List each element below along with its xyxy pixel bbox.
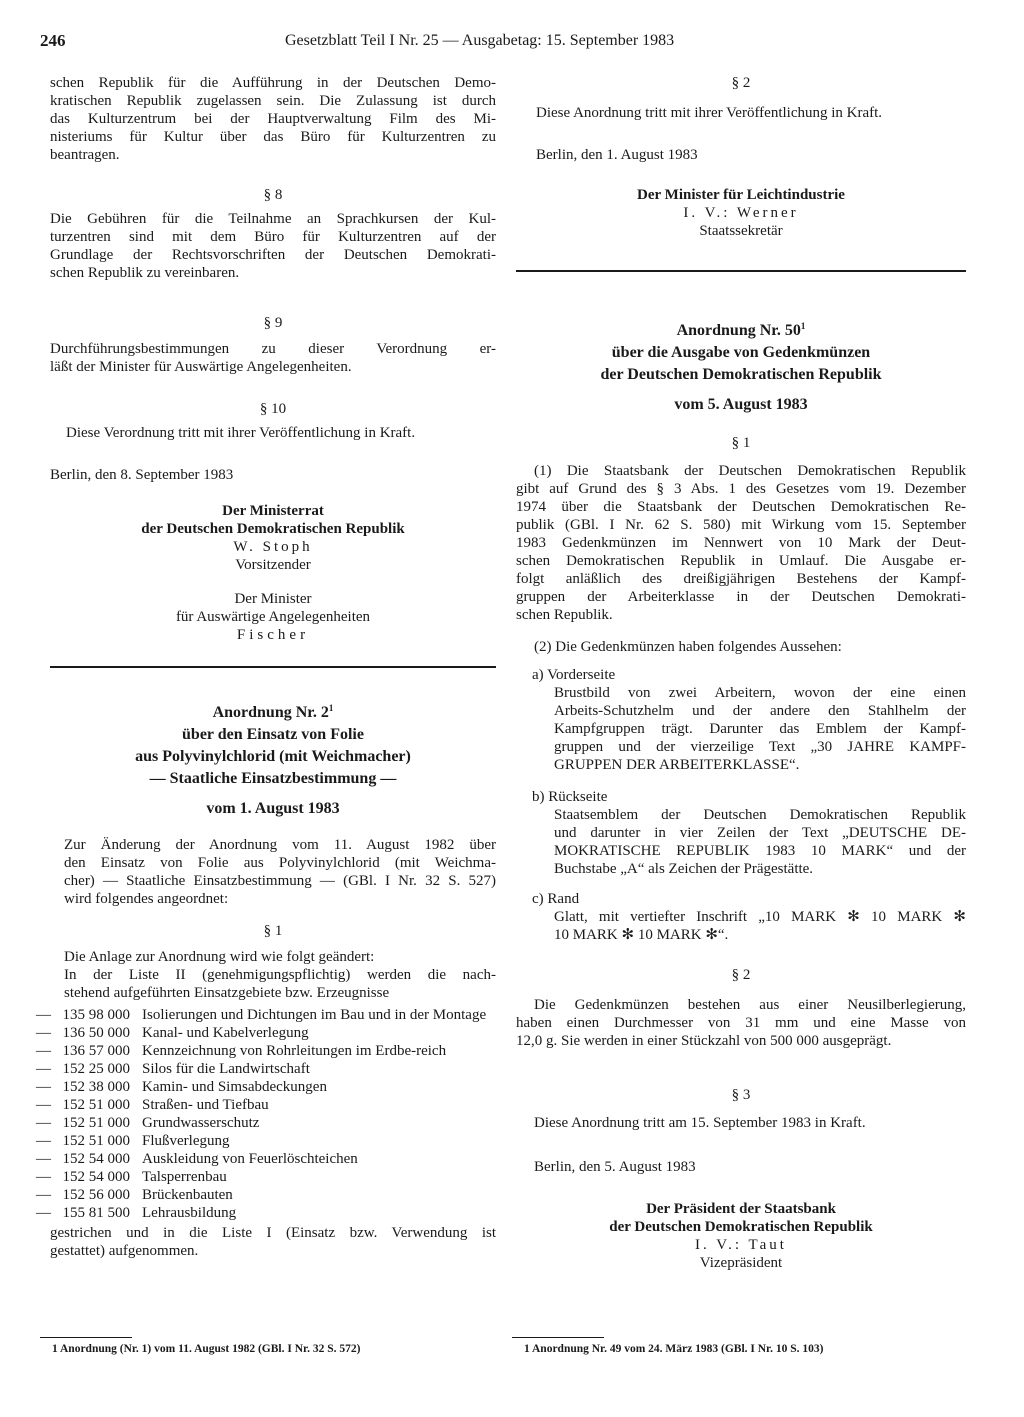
ordinance-title-line: über die Ausgabe von Gedenkmünzen	[611, 344, 871, 361]
text-line: Staatsemblem der Deutschen Demokratischen Republik	[554, 807, 966, 823]
text-line: Die Gebühren für die Teilnahme an Sprachkursen der Kul-	[50, 211, 496, 227]
ordinance-date: vom 1. August 1983	[206, 800, 340, 817]
product-code: 152 51 000	[62, 1115, 130, 1131]
text-line: stehend aufgeführten Einsatzgebiete bzw. Erzeugnisse	[64, 985, 390, 1001]
section-heading: § 10	[259, 401, 287, 417]
footnote-rule	[40, 1337, 132, 1338]
text-line: MOKRATISCHE REPUBLIK 1983 10 MARK“ und der	[554, 843, 966, 859]
product-description: Flußverlegung	[142, 1133, 230, 1149]
ordinance-date: vom 5. August 1983	[674, 396, 808, 413]
product-code: 135 98 000	[62, 1007, 130, 1023]
ordinance-title-line	[50, 702, 496, 724]
section-heading: § 9	[263, 315, 283, 331]
text-line: schen Demokratischen Republik in Umlauf. Die Ausgabe er-	[516, 553, 966, 569]
product-description: Silos für die Landwirtschaft	[142, 1061, 310, 1077]
footnote-marker: 1	[328, 703, 334, 713]
text-line: wird folgendes angeordnet:	[64, 891, 229, 907]
list-item	[36, 1042, 496, 1060]
text-line: 1983 Gedenkmünzen im Nennwert von 10 Mark der Deut-	[516, 535, 966, 551]
product-description: Lehrausbildung	[142, 1205, 237, 1221]
ordinance-title	[516, 320, 966, 416]
text-line: GRUPPEN DER ARBEITERKLASSE“.	[554, 757, 800, 773]
section-3-text: Diese Anordnung tritt am 15. September 1983 in Kraft.	[534, 1115, 866, 1131]
product-description: Auskleidung von Feuerlöschteichen	[142, 1151, 358, 1167]
product-code: 152 25 000	[62, 1061, 130, 1077]
list-intro	[50, 966, 496, 984]
text-line: gestattet) aufgenommen.	[50, 1243, 199, 1259]
section-heading: § 2	[731, 967, 751, 983]
signatory-role: Staatssekretär	[699, 223, 783, 239]
left-column	[36, 74, 496, 1260]
text-line: folgt anläßlich des dreißigjährigen Bestehens der Kampf-	[516, 571, 966, 587]
right-column	[516, 74, 966, 1272]
text-line: beantragen.	[50, 147, 120, 163]
text-line: kratischen Republik zugelassen sein. Die Zulassung ist durch	[50, 93, 496, 109]
list-dash: —	[36, 1205, 51, 1221]
section-divider	[516, 270, 966, 272]
text-line: und darunter in vier Zeilen der Text „DEUTSCHE DE-	[554, 825, 966, 841]
list-dash: —	[36, 1187, 51, 1203]
list-item	[36, 1006, 496, 1024]
text-line: cher) — Staatliche Einsatzbestimmung — (GBl. I Nr. 32 S. 527)	[64, 873, 496, 889]
list-dash: —	[36, 1097, 51, 1113]
text-line: In der Liste II (genehmigungspflichtig) werden die nach-	[64, 967, 496, 983]
product-code: 152 38 000	[62, 1079, 130, 1095]
section-divider	[50, 666, 496, 668]
list-dash: —	[36, 1079, 51, 1095]
text-line: Zur Änderung der Anordnung vom 11. August 1982 über	[64, 837, 496, 853]
list-item	[36, 1024, 496, 1042]
item-label: a) Vorderseite	[532, 667, 616, 683]
signature-title: Der Ministerrat	[222, 503, 324, 519]
section-1-paragraph-1-cont	[516, 480, 966, 624]
text-line: turzentren sind mit dem Büro für Kulturzentren auf der	[50, 229, 496, 245]
text-line: 12,0 g. Sie werden in einer Stückzahl von 500 000 ausgeprägt.	[516, 1033, 892, 1049]
signature-title: Der Minister	[234, 591, 312, 607]
ordinance-title-line: über den Einsatz von Folie	[182, 726, 364, 743]
signature-title: der Deutschen Demokratischen Republik	[609, 1219, 873, 1235]
text-line: Arbeits-Schutzhelm und der andere den Stahlhelm der	[554, 703, 966, 719]
section-heading: § 1	[731, 435, 751, 451]
footnote: 1 Anordnung Nr. 49 vom 24. März 1983 (GBl. I Nr. 10 S. 103)	[524, 1343, 824, 1355]
text-line: publik (GBl. I Nr. 62 S. 580) mit Wirkung vom 15. September	[516, 517, 966, 533]
signatory-role: Vorsitzender	[235, 557, 311, 573]
ordinance-title-line: der Deutschen Demokratischen Republik	[600, 366, 882, 383]
list-item	[36, 1204, 496, 1222]
text-line: nisteriums für Kultur über das Büro für Kulturzentren zu	[50, 129, 496, 145]
product-code: 152 54 000	[62, 1169, 130, 1185]
text-line: Glatt, mit vertiefter Inschrift „10 MARK ✻ 10 MARK ✻	[554, 909, 966, 925]
item-label: c) Rand	[532, 891, 580, 907]
section-1-paragraph-1	[516, 462, 966, 480]
text-line: Kampfgruppen trägt. Darunter das Emblem der Kampf-	[554, 721, 966, 737]
text-line: haben einen Durchmesser von 31 mm und eine Masse von	[516, 1015, 966, 1031]
text-line: Die Anlage zur Anordnung wird wie folgt geändert:	[64, 949, 375, 965]
running-title: Gesetzblatt Teil I Nr. 25 — Ausgabetag: 15. September 1983	[285, 32, 675, 49]
signature-title: der Deutschen Demokratischen Republik	[141, 521, 405, 537]
section-2-text: Diese Anordnung tritt mit ihrer Veröffentlichung in Kraft.	[536, 105, 883, 121]
signature-title: Der Präsident der Staatsbank	[646, 1201, 836, 1217]
page-header	[40, 32, 740, 54]
product-code: 152 56 000	[62, 1187, 130, 1203]
text-line: Die Gedenkmünzen bestehen aus einer Neusilberlegierung,	[534, 997, 966, 1013]
signatory-role: Vizepräsident	[699, 1255, 783, 1271]
item-body	[554, 908, 966, 944]
product-code: 136 50 000	[62, 1025, 130, 1041]
list-dash: —	[36, 1061, 51, 1077]
product-code: 152 54 000	[62, 1151, 130, 1167]
item-body	[554, 806, 966, 878]
signature-title: Der Minister für Leichtindustrie	[637, 187, 845, 203]
closing-paragraph	[50, 1224, 496, 1260]
list-dash: —	[36, 1151, 51, 1167]
signature-block	[516, 186, 966, 240]
footnote: 1 Anordnung (Nr. 1) vom 11. August 1982 (GBl. I Nr. 32 S. 572)	[52, 1343, 361, 1355]
list-dash: —	[36, 1043, 51, 1059]
product-code: 136 57 000	[62, 1043, 130, 1059]
product-description: Kennzeichnung von Rohrleitungen im Erdbe-reich	[142, 1043, 447, 1059]
product-description: Brückenbauten	[142, 1187, 233, 1203]
list-item	[36, 1114, 496, 1132]
list-item	[36, 1150, 496, 1168]
product-description: Kamin- und Simsabdeckungen	[142, 1079, 327, 1095]
text-line: das Kulturzentrum bei der Hauptverwaltung Film des Mi-	[50, 111, 496, 127]
text-line: läßt der Minister für Auswärtige Angelegenheiten.	[50, 359, 352, 375]
list-item	[36, 1096, 496, 1114]
text-line: schen Republik für die Aufführung in der Deutschen Demo-	[50, 75, 496, 91]
signature-block	[516, 1200, 966, 1272]
signatory-name: W. Stoph	[233, 539, 313, 555]
place-date: Berlin, den 8. September 1983	[50, 467, 234, 483]
text-line: gruppen und der vierzeilige Text „30 JAHRE KAMPF-	[554, 739, 966, 755]
section-2-text	[516, 996, 966, 1050]
signatory-name: I. V.: Taut	[695, 1237, 787, 1253]
product-list	[36, 1006, 496, 1222]
product-description: Kanal- und Kabelverlegung	[142, 1025, 309, 1041]
section-heading: § 1	[263, 923, 283, 939]
list-dash: —	[36, 1133, 51, 1149]
signature-block	[50, 502, 496, 644]
list-dash: —	[36, 1169, 51, 1185]
signatory-name: Fischer	[236, 627, 310, 643]
text-line: gestrichen und in die Liste I (Einsatz bzw. Verwendung ist	[50, 1225, 496, 1241]
text-line: Durchführungsbestimmungen zu dieser Verordnung er-	[50, 341, 496, 357]
list-dash: —	[36, 1025, 51, 1041]
ordinance-number: Anordnung Nr. 2	[212, 704, 329, 721]
text-line: schen Republik zu vereinbaren.	[50, 265, 240, 281]
product-code: 155 81 500	[62, 1205, 130, 1221]
ordinance-number: Anordnung Nr. 50	[676, 322, 801, 339]
list-item	[36, 1186, 496, 1204]
place-date: Berlin, den 1. August 1983	[536, 147, 698, 163]
footnote-rule	[512, 1337, 604, 1338]
text-line: 10 MARK ✻ 10 MARK ✻“.	[554, 927, 729, 943]
section-1-paragraph-2: (2) Die Gedenkmünzen haben folgendes Aussehen:	[534, 639, 842, 655]
ordinance-title	[50, 702, 496, 820]
list-dash: —	[36, 1007, 51, 1023]
page-number: 246	[40, 31, 66, 50]
text-line: gruppen der Arbeiterklasse in der Deutschen Demokrati-	[516, 589, 966, 605]
product-code: 152 51 000	[62, 1133, 130, 1149]
signatory-name: I. V.: Werner	[683, 205, 799, 221]
text-line: gibt auf Grund des § 3 Abs. 1 des Gesetzes vom 19. Dezember	[516, 481, 966, 497]
item-label: b) Rückseite	[532, 789, 608, 805]
text-line: (1) Die Staatsbank der Deutschen Demokratischen Republik	[534, 463, 966, 479]
text-line: Grundlage der Rechtsvorschriften der Deutschen Demokrati-	[50, 247, 496, 263]
ordinance-title-line	[516, 320, 966, 342]
preamble	[50, 836, 496, 908]
section-heading: § 2	[731, 75, 751, 91]
list-item	[36, 1060, 496, 1078]
section-9-text	[50, 340, 496, 376]
intro-paragraph	[50, 74, 496, 164]
list-dash: —	[36, 1115, 51, 1131]
ordinance-title-line: aus Polyvinylchlorid (mit Weichmacher)	[135, 748, 411, 765]
item-body	[554, 684, 966, 774]
text-line: Buchstabe „A“ als Zeichen der Prägestätte.	[554, 861, 814, 877]
section-heading: § 8	[263, 187, 283, 203]
section-8-text	[50, 210, 496, 282]
place-date: Berlin, den 5. August 1983	[534, 1159, 696, 1175]
list-item	[36, 1132, 496, 1150]
text-line: den Einsatz von Folie aus Polyvinylchlorid (mit Weichma-	[64, 855, 496, 871]
section-heading: § 3	[731, 1087, 751, 1103]
text-line: 1974 über die Staatsbank der Deutschen Demokratischen Re-	[516, 499, 966, 515]
product-code: 152 51 000	[62, 1097, 130, 1113]
footnote-marker: 1	[800, 321, 806, 331]
list-item	[36, 1168, 496, 1186]
product-description: Isolierungen und Dichtungen im Bau und in der Montage	[142, 1007, 487, 1023]
product-description: Straßen- und Tiefbau	[142, 1097, 269, 1113]
product-description: Grundwasserschutz	[142, 1115, 260, 1131]
product-description: Talsperrenbau	[142, 1169, 227, 1185]
text-line: schen Republik.	[516, 607, 613, 623]
ordinance-title-line: — Staatliche Einsatzbestimmung —	[149, 770, 397, 787]
section-10-text: Diese Verordnung tritt mit ihrer Veröffentlichung in Kraft.	[66, 425, 416, 441]
text-line: Brustbild von zwei Arbeitern, wovon der eine einen	[554, 685, 966, 701]
signature-title: für Auswärtige Angelegenheiten	[175, 609, 371, 625]
list-item	[36, 1078, 496, 1096]
